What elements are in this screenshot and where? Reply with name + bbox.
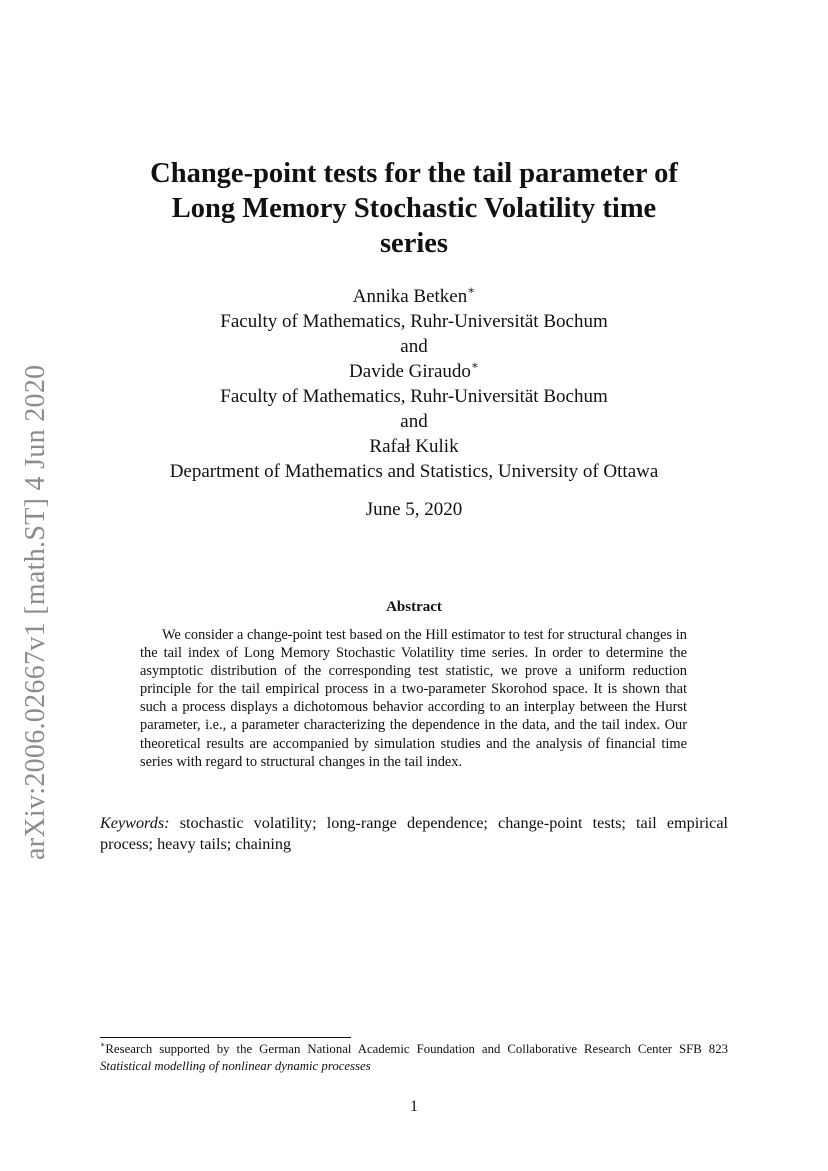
author-affiliation: Faculty of Mathematics, Ruhr-Universität Bochum (220, 311, 608, 332)
author-block (100, 284, 728, 484)
footnote-text: Research supported by the German National Academic Foundation and Collaborative Research Center SFB 823 (105, 1042, 728, 1056)
paper-title (100, 156, 728, 261)
paper-date: June 5, 2020 (365, 499, 463, 520)
keywords-text: stochastic volatility; long-range dependence; change-point tests; tail empirical process; heavy tails; chaining (100, 814, 728, 853)
abstract-heading: Abstract (386, 599, 442, 615)
keywords-label: Keywords: (100, 814, 170, 832)
author-name: Rafał Kulik (369, 436, 459, 457)
author-footnote-mark: ∗ (467, 283, 476, 297)
abstract-text: We consider a change-point test based on the Hill estimator to test for structural changes in the tail index of Long Memory Stochastic Volatility time series. In order to determine the asymptotic distribution of the corresponding test statistic, we prove a uniform reduction principle for the tail empirical process in a two-parameter Skorohod space. It is shown that such a process displays a dichotomous behavior according to an interplay between the Hurst parameter, i.e., a parameter characterizing the dependence in the data, and the tail index. Our theoretical results are accompanied by simulation studies and the analysis of financial time series with regard to structural changes in the tail index. (140, 627, 687, 770)
footnote-italic-text: Statistical modelling of nonlinear dynamic processes (100, 1059, 371, 1073)
author-name: Annika Betken∗ (352, 283, 476, 307)
title-line: Change-point tests for the tail parameter of (150, 158, 678, 189)
title-line: Long Memory Stochastic Volatility time (171, 193, 657, 224)
title-line: series (379, 228, 449, 259)
footnote-divider (100, 1037, 351, 1038)
author-separator: and (400, 336, 428, 357)
author-footnote-mark: ∗ (470, 358, 479, 372)
arxiv-stamp: arXiv:2006.02667v1 [math.ST] 4 Jun 2020 (20, 364, 51, 860)
author-separator: and (400, 411, 428, 432)
author-affiliation: Faculty of Mathematics, Ruhr-Universität Bochum (220, 386, 608, 407)
keywords (100, 813, 728, 855)
author-name: Davide Giraudo∗ (349, 358, 479, 382)
page-number: 1 (410, 1098, 418, 1115)
footnote (100, 1041, 728, 1075)
footnote-mark: ∗ (100, 1039, 106, 1049)
author-affiliation: Department of Mathematics and Statistics, University of Ottawa (169, 461, 659, 482)
